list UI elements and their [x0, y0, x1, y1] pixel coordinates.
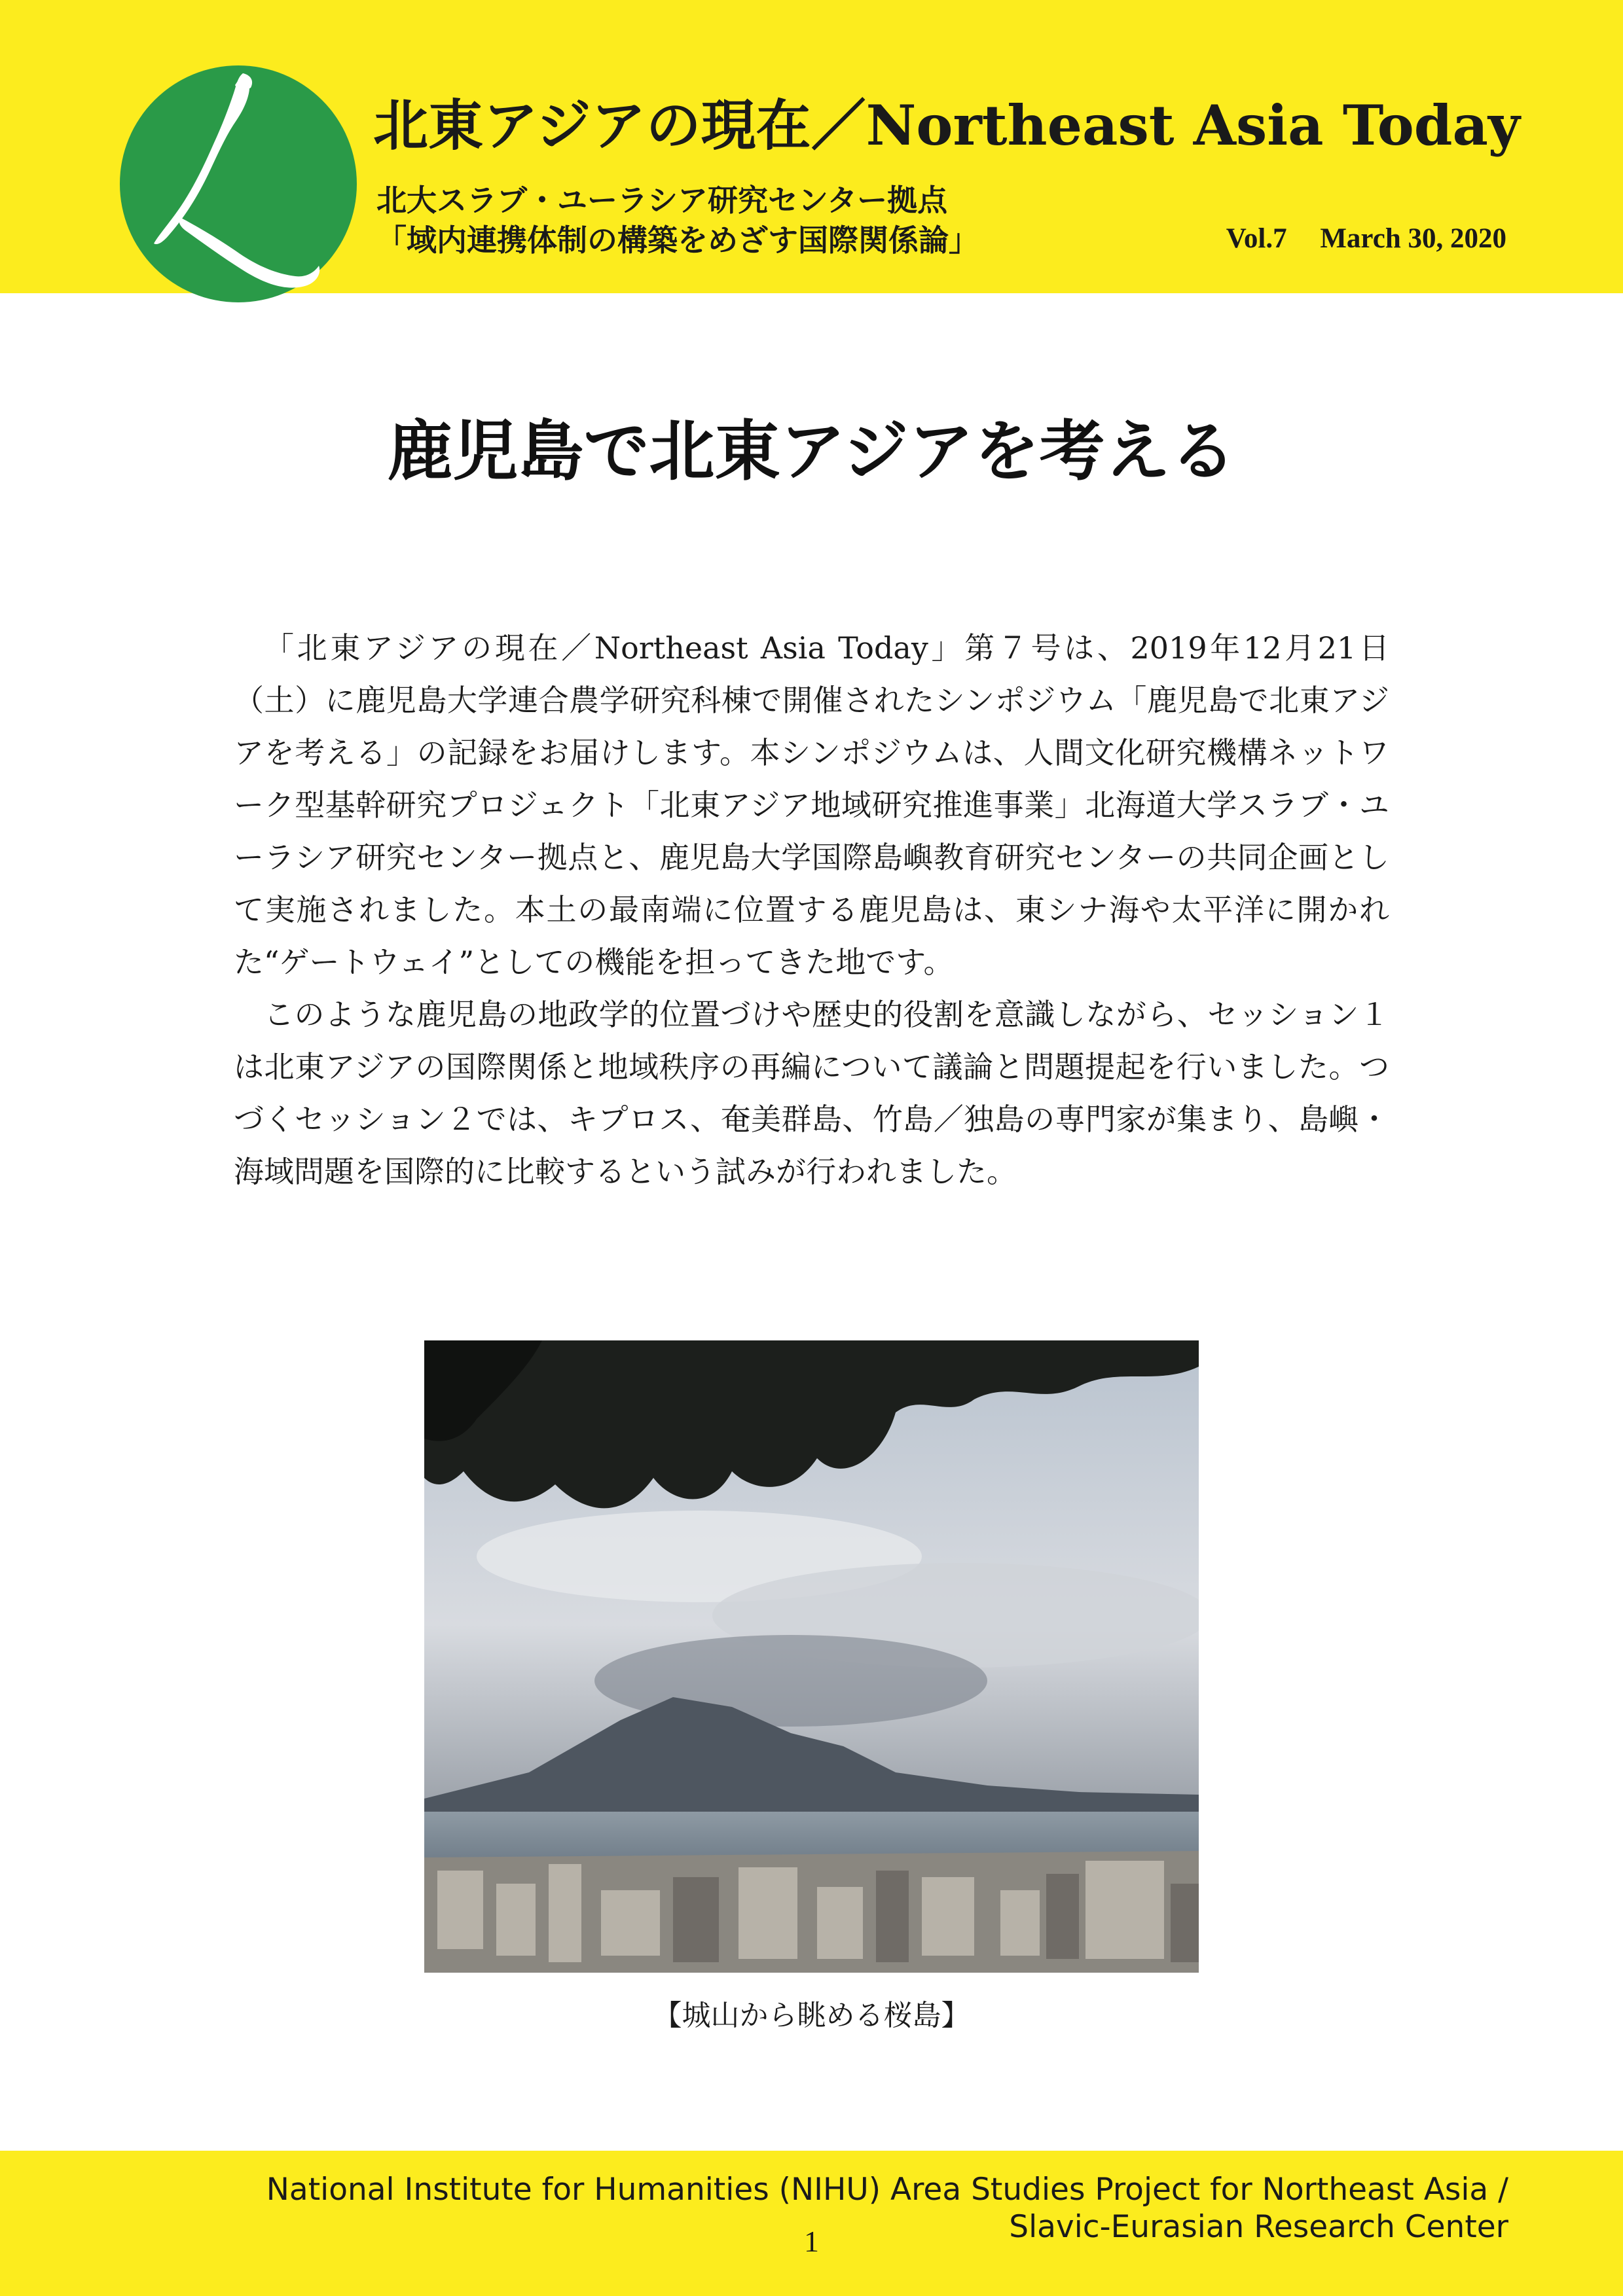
- article-headline: 鹿児島で北東アジアを考える: [387, 413, 1236, 490]
- footer-line-1: National Institute for Humanities (NIHU) Area Studies Project for Northeast Asia /: [266, 2172, 1508, 2208]
- page-number: 1: [804, 2225, 819, 2258]
- issue-volume: Vol.7: [1226, 223, 1287, 254]
- body-paragraph-2: このような鹿児島の地政学的位置づけや歴史的役割を意識しながら、セッション１は北東アジアの国際関係と地域秩序の再編について議論と問題提起を行いました。つづくセッション２では、キプロス、奄美群島、竹島／独島の専門家が集まり、島嶼・海域問題を国際的に比較するという試みが行われました。: [234, 997, 1389, 1189]
- masthead-subtitle-2: 「域内連携体制の構築をめざす国際関係論」: [376, 223, 979, 258]
- sakurajima-photo: [424, 1340, 1199, 1973]
- footer-line-2: Slavic-Eurasian Research Center: [1009, 2209, 1508, 2245]
- article-body: [234, 622, 1389, 1198]
- masthead-title: 北東アジアの現在／Northeast Asia Today: [373, 93, 1520, 158]
- brush-logo-icon: [120, 65, 357, 302]
- photo-caption: 【城山から眺める桜島】: [653, 1999, 970, 2032]
- issue-date: March 30, 2020: [1320, 223, 1506, 254]
- masthead-subtitle-1: 北大スラブ・ユーラシア研究センター拠点: [376, 183, 948, 218]
- issue-info: [1226, 223, 1506, 255]
- body-paragraph-1: 「北東アジアの現在／Northeast Asia Today」第７号は、2019年12月21日（土）に鹿児島大学連合農学研究科棟で開催されたシンポジウム「鹿児島で北東アジアを考える」の記録をお届けします。本シンポジウムは、人間文化研究機構ネットワーク型基幹研究プロジェクト「北東アジア地域研究推進事業」北海道大学スラブ・ユーラシア研究センター拠点と、鹿児島大学国際島嶼教育研究センターの共同企画として実施されました。本土の最南端に位置する鹿児島は、東シナ海や太平洋に開かれた“ゲートウェイ”としての機能を担ってきた地です。: [234, 630, 1389, 980]
